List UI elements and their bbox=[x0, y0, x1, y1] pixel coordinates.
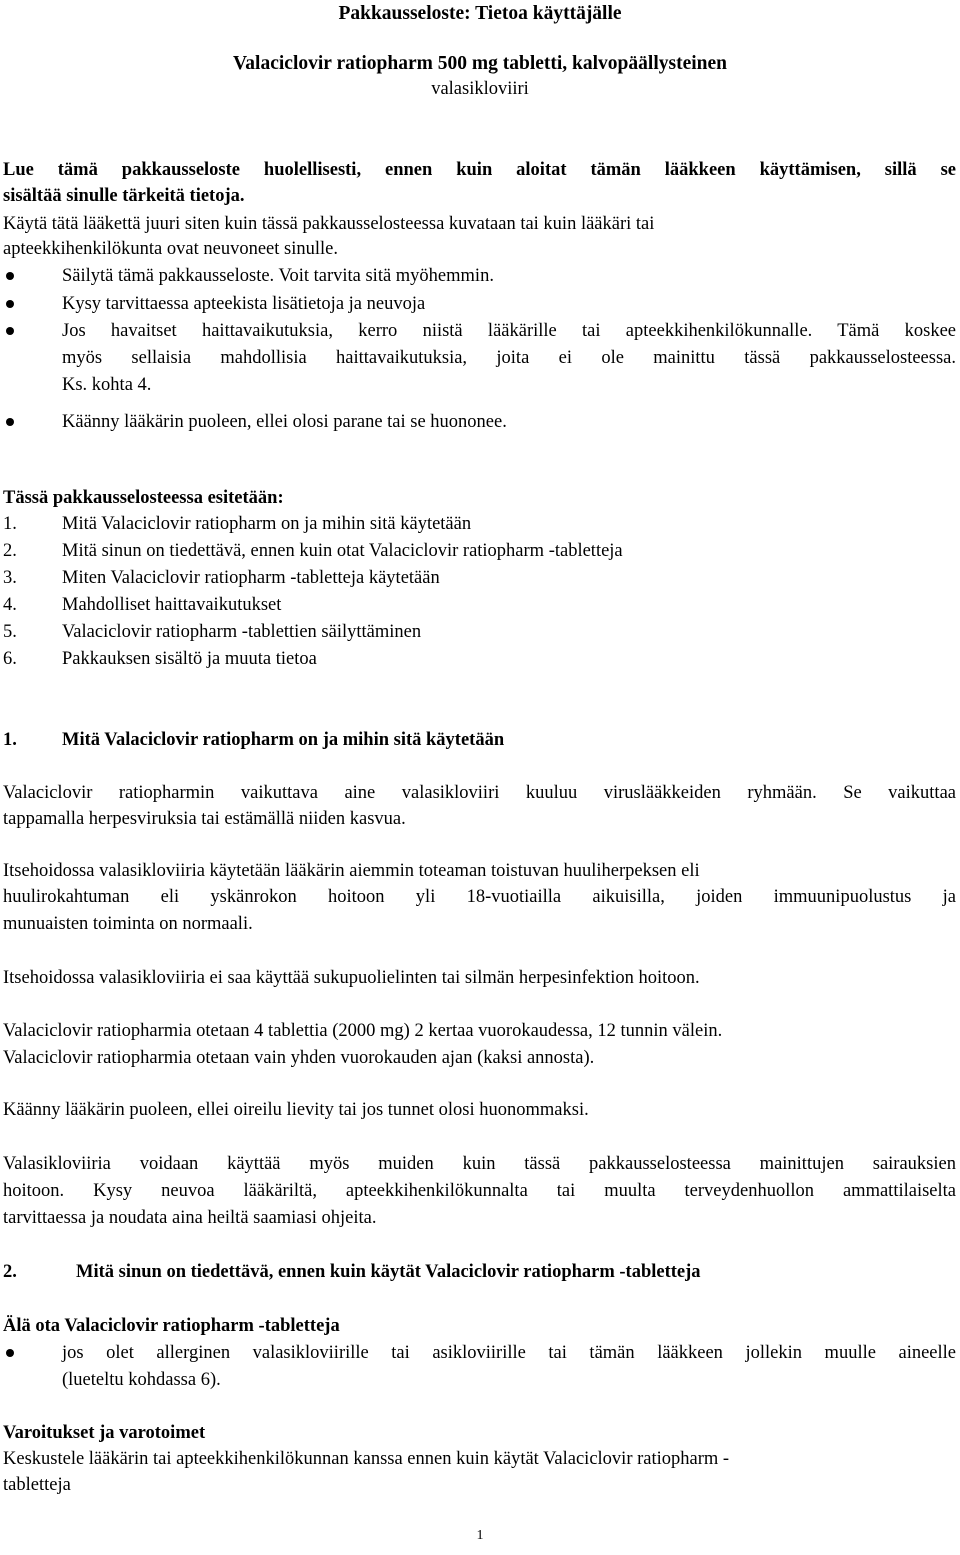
leaflet-title: Pakkausseloste: Tietoa käyttäjälle bbox=[338, 3, 622, 24]
section-number: 1. bbox=[3, 730, 17, 750]
bullet-marker bbox=[6, 1349, 14, 1357]
section-title: Mitä sinun on tiedettävä, ennen kuin käytät Valaciclovir ratiopharm -tabletteja bbox=[76, 1262, 701, 1282]
paragraph-line: Käänny lääkärin puoleen, ellei oireilu lievity tai jos tunnet olosi huonommaksi. bbox=[3, 1100, 589, 1120]
section-number: 2. bbox=[3, 1262, 17, 1282]
paragraph-line: huulirokahtuman eli yskänrokon hoitoon yli 18-vuotiailla aikuisilla, joiden immuunipuolustus ja bbox=[3, 887, 956, 907]
intro-bullet: Käänny lääkärin puoleen, ellei olosi parane tai se huononee. bbox=[62, 412, 507, 432]
bullet-marker bbox=[6, 327, 14, 335]
toc-heading: Tässä pakkausselosteessa esitetään: bbox=[3, 488, 284, 508]
intro-bullet: Jos havaitset haittavaikutuksia, kerro niistä lääkärille tai apteekkihenkilökunnalle. Tämä koskee bbox=[62, 321, 956, 341]
paragraph-line: tarvittaessa ja noudata aina heiltä saamiasi ohjeita. bbox=[3, 1208, 377, 1228]
intro-bold-line: Lue tämä pakkausseloste huolellisesti, ennen kuin aloitat tämän lääkkeen käyttämisen, sillä se bbox=[3, 160, 956, 180]
bullet-marker bbox=[6, 300, 14, 308]
toc-item-number: 5. bbox=[3, 622, 17, 642]
toc-item-text: Mahdolliset haittavaikutukset bbox=[62, 595, 282, 615]
paragraph-line: Itsehoidossa valasikloviiria ei saa käyttää sukupuolielinten tai silmän herpesinfektion hoitoon. bbox=[3, 968, 700, 988]
intro-bullet-continued: Ks. kohta 4. bbox=[62, 375, 152, 395]
intro-bullet: Kysy tarvittaessa apteekista lisätietoja ja neuvoja bbox=[62, 294, 426, 314]
contraindication-bullet: jos olet allerginen valasikloviirille tai asikloviirille tai tämän lääkkeen jollekin muulle aineelle bbox=[62, 1343, 956, 1363]
section-title: Mitä Valaciclovir ratiopharm on ja mihin sitä käytetään bbox=[62, 730, 505, 750]
bullet-marker bbox=[6, 418, 14, 426]
toc-item-number: 6. bbox=[3, 649, 17, 669]
intro-bullet: Säilytä tämä pakkausseloste. Voit tarvita sitä myöhemmin. bbox=[62, 266, 494, 286]
intro-text-line: Käytä tätä lääkettä juuri siten kuin tässä pakkausselosteessa kuvataan tai kuin lääkäri tai bbox=[3, 214, 655, 234]
paragraph-line: munuaisten toiminta on normaali. bbox=[3, 914, 253, 934]
active-ingredient: valasikloviiri bbox=[431, 79, 529, 99]
paragraph-line: Valaciclovir ratiopharmia otetaan 4 tablettia (2000 mg) 2 kertaa vuorokaudessa, 12 tunnin välein. bbox=[3, 1021, 723, 1041]
paragraph-line: Keskustele lääkärin tai apteekkihenkilökunnan kanssa ennen kuin käytät Valaciclovir ratiopharm - bbox=[3, 1449, 730, 1469]
subheading: Älä ota Valaciclovir ratiopharm -tabletteja bbox=[3, 1316, 340, 1336]
toc-item-text: Mitä sinun on tiedettävä, ennen kuin otat Valaciclovir ratiopharm -tabletteja bbox=[62, 541, 623, 561]
paragraph-line: hoitoon. Kysy neuvoa lääkäriltä, apteekkihenkilökunnalta tai muulta terveydenhuollon ammattilaiselta bbox=[3, 1181, 956, 1201]
toc-item-text: Valaciclovir ratiopharm -tablettien säilyttäminen bbox=[62, 622, 422, 642]
paragraph-line: Itsehoidossa valasikloviiria käytetään lääkärin aiemmin toteaman toistuvan huuliherpeksen eli bbox=[3, 861, 700, 881]
toc-item-text: Miten Valaciclovir ratiopharm -tabletteja käytetään bbox=[62, 568, 440, 588]
paragraph-line: Valasikloviiria voidaan käyttää myös muiden kuin tässä pakkausselosteessa mainittujen sairauksien bbox=[3, 1154, 956, 1174]
toc-item-number: 1. bbox=[3, 514, 17, 534]
toc-item-text: Mitä Valaciclovir ratiopharm on ja mihin sitä käytetään bbox=[62, 514, 472, 534]
subheading: Varoitukset ja varotoimet bbox=[3, 1423, 206, 1443]
toc-item-number: 2. bbox=[3, 541, 17, 561]
paragraph-line: tappamalla herpesviruksia tai estämällä niiden kasvua. bbox=[3, 809, 406, 829]
bullet-marker bbox=[6, 272, 14, 280]
contraindication-bullet-continued: (lueteltu kohdassa 6). bbox=[62, 1370, 221, 1390]
product-name: Valaciclovir ratiopharm 500 mg tabletti, kalvopäällysteinen bbox=[233, 53, 727, 74]
intro-text-line: apteekkihenkilökunta ovat neuvoneet sinulle. bbox=[3, 239, 338, 259]
intro-bold-line: sisältää sinulle tärkeitä tietoja. bbox=[3, 186, 245, 206]
toc-item-number: 4. bbox=[3, 595, 17, 615]
toc-item-number: 3. bbox=[3, 568, 17, 588]
paragraph-line: tabletteja bbox=[3, 1475, 71, 1495]
page-number: 1 bbox=[476, 1528, 484, 1543]
paragraph-line: Valaciclovir ratiopharmin vaikuttava aine valasikloviiri kuuluu viruslääkkeiden ryhmään. Se vaikuttaa bbox=[3, 783, 956, 803]
paragraph-line: Valaciclovir ratiopharmia otetaan vain yhden vuorokauden ajan (kaksi annosta). bbox=[3, 1048, 595, 1068]
toc-item-text: Pakkauksen sisältö ja muuta tietoa bbox=[62, 649, 317, 669]
intro-bullet-continued: myös sellaisia mahdollisia haittavaikutuksia, joita ei ole mainittu tässä pakkausselosteessa. bbox=[62, 348, 956, 368]
